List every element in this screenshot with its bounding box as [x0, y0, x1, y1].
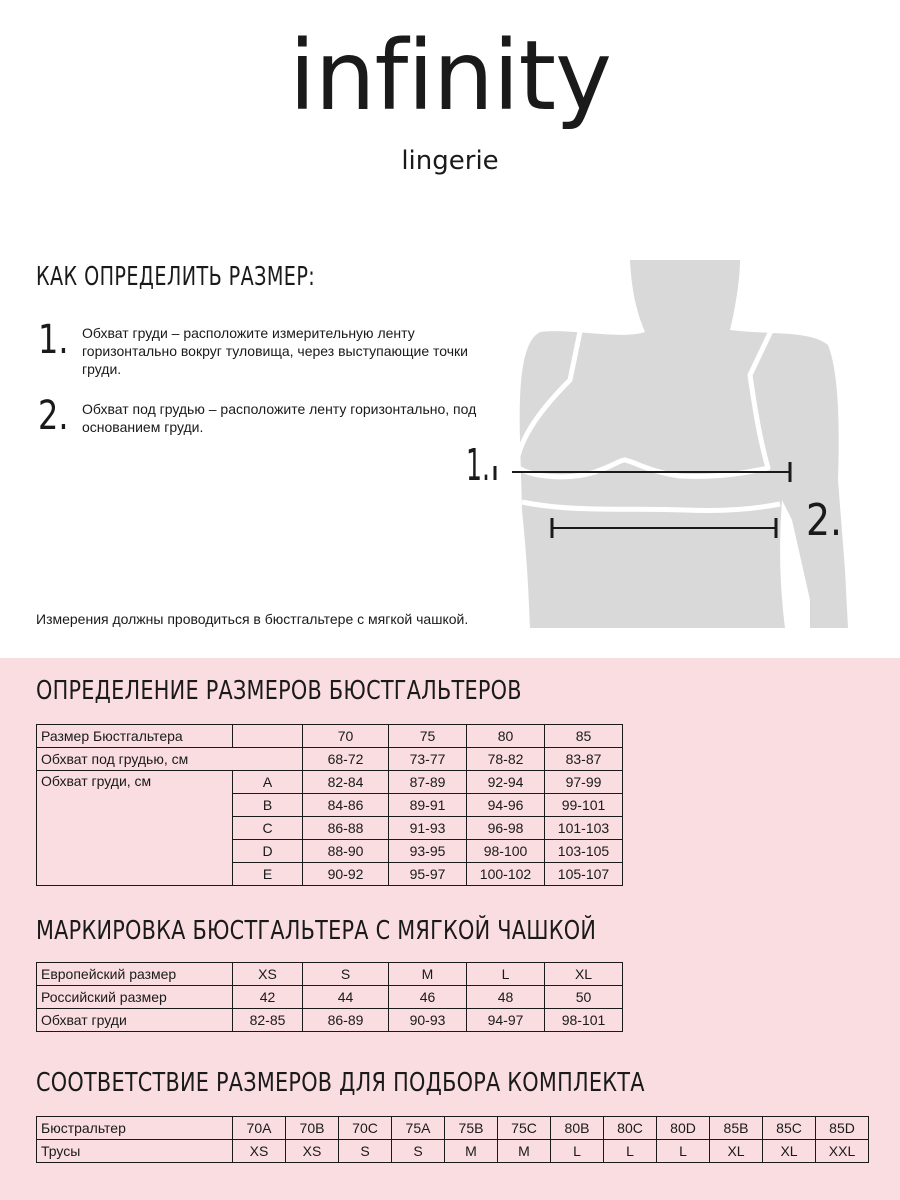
size-85: 85: [545, 725, 623, 748]
bust-value: 87-89: [389, 771, 467, 794]
matching-value: 70B: [286, 1117, 339, 1140]
matching-value: 75B: [445, 1117, 498, 1140]
marking-row-label: Европейский размер: [37, 963, 233, 986]
marking-value: 86-89: [303, 1009, 389, 1032]
matching-value: XL: [763, 1140, 816, 1163]
marking-value: 82-85: [233, 1009, 303, 1032]
underbust-value: 78-82: [467, 748, 545, 771]
matching-value: L: [604, 1140, 657, 1163]
bust-label: Обхват груди, см: [37, 771, 233, 886]
figure-label-1: 1.: [466, 440, 490, 491]
bust-value: 82-84: [303, 771, 389, 794]
bust-value: 100-102: [467, 863, 545, 886]
bust-value: 92-94: [467, 771, 545, 794]
header-label: Размер Бюстгальтера: [37, 725, 233, 748]
sizing-title: ОПРЕДЕЛЕНИЕ РАЗМЕРОВ БЮСТГАЛЬТЕРОВ: [36, 676, 522, 706]
matching-value: L: [551, 1140, 604, 1163]
marking-value: 42: [233, 986, 303, 1009]
bust-value: 88-90: [303, 840, 389, 863]
step-1-text: Обхват груди – расположите измерительную ленту горизонтально вокруг туловища, через выступающие точки груди.: [82, 325, 468, 377]
bust-value: 96-98: [467, 817, 545, 840]
figure-label-2: 2.: [806, 495, 842, 546]
matching-value: 75A: [392, 1117, 445, 1140]
matching-value: L: [657, 1140, 710, 1163]
bust-value: 91-93: [389, 817, 467, 840]
marking-value: 94-97: [467, 1009, 545, 1032]
bust-value: 97-99: [545, 771, 623, 794]
table-row: [37, 1117, 869, 1140]
marking-value: 50: [545, 986, 623, 1009]
matching-value: XS: [233, 1140, 286, 1163]
table-row: [37, 986, 623, 1009]
marking-value: 90-93: [389, 1009, 467, 1032]
torso-silhouette: [520, 260, 848, 628]
matching-row-label: Трусы: [37, 1140, 233, 1163]
step-2-text: Обхват под грудью – расположите ленту горизонтально, под основанием груди.: [82, 401, 477, 435]
bust-value: 101-103: [545, 817, 623, 840]
marking-row-label: Российский размер: [37, 986, 233, 1009]
size-75: 75: [389, 725, 467, 748]
matching-value: 85D: [816, 1117, 869, 1140]
bust-value: 94-96: [467, 794, 545, 817]
marking-row-label: Обхват груди: [37, 1009, 233, 1032]
marking-value: M: [389, 963, 467, 986]
matching-value: 80B: [551, 1117, 604, 1140]
table-row: [37, 963, 623, 986]
matching-row-label: Бюстральтер: [37, 1117, 233, 1140]
bra-size-table: [36, 724, 623, 886]
howto-title: КАК ОПРЕДЕЛИТЬ РАЗМЕР:: [36, 262, 316, 292]
measurement-note: Измерения должны проводиться в бюстгальтере с мягкой чашкой.: [36, 611, 469, 627]
matching-value: 70C: [339, 1117, 392, 1140]
bust-value: 89-91: [389, 794, 467, 817]
marking-value: XL: [545, 963, 623, 986]
marking-title: МАРКИРОВКА БЮСТГАЛЬТЕРА С МЯГКОЙ ЧАШКОЙ: [36, 916, 597, 946]
underbust-value: 68-72: [303, 748, 389, 771]
underbust-value: 83-87: [545, 748, 623, 771]
underbust-label: Обхват под грудью, см: [37, 748, 303, 771]
matching-value: XS: [286, 1140, 339, 1163]
table-row: [37, 725, 623, 748]
empty-cell: [233, 725, 303, 748]
matching-value: XXL: [816, 1140, 869, 1163]
matching-value: S: [392, 1140, 445, 1163]
marking-value: 48: [467, 986, 545, 1009]
matching-value: 75C: [498, 1117, 551, 1140]
marking-table: [36, 962, 623, 1032]
brand-logo: infinity: [289, 20, 611, 132]
matching-value: 80D: [657, 1117, 710, 1140]
matching-value: M: [498, 1140, 551, 1163]
step-1-number: 1.: [38, 317, 69, 363]
bust-value: 84-86: [303, 794, 389, 817]
size-80: 80: [467, 725, 545, 748]
matching-value: M: [445, 1140, 498, 1163]
marking-value: L: [467, 963, 545, 986]
matching-value: 85C: [763, 1117, 816, 1140]
cup-b: B: [233, 794, 303, 817]
table-row: [37, 771, 623, 794]
marking-value: 44: [303, 986, 389, 1009]
bust-value: 90-92: [303, 863, 389, 886]
marking-value: 98-101: [545, 1009, 623, 1032]
cup-d: D: [233, 840, 303, 863]
bust-value: 95-97: [389, 863, 467, 886]
size-70: 70: [303, 725, 389, 748]
step-2-number: 2.: [38, 393, 69, 439]
matching-value: 80C: [604, 1117, 657, 1140]
matching-value: 70A: [233, 1117, 286, 1140]
marking-value: 46: [389, 986, 467, 1009]
matching-value: S: [339, 1140, 392, 1163]
brand-subtitle: lingerie: [401, 146, 499, 176]
bust-value: 103-105: [545, 840, 623, 863]
marking-value: S: [303, 963, 389, 986]
table-row: [37, 1009, 623, 1032]
cup-a: A: [233, 771, 303, 794]
bust-value: 98-100: [467, 840, 545, 863]
matching-value: 85B: [710, 1117, 763, 1140]
torso-figure: [450, 240, 900, 660]
bust-value: 86-88: [303, 817, 389, 840]
marking-value: XS: [233, 963, 303, 986]
table-row: [37, 1140, 869, 1163]
bust-value: 93-95: [389, 840, 467, 863]
underbust-value: 73-77: [389, 748, 467, 771]
bust-value: 105-107: [545, 863, 623, 886]
matching-table: [36, 1116, 869, 1163]
table-row: [37, 748, 623, 771]
bust-value: 99-101: [545, 794, 623, 817]
cup-e: E: [233, 863, 303, 886]
cup-c: C: [233, 817, 303, 840]
matching-value: XL: [710, 1140, 763, 1163]
matching-title: СООТВЕТСТВИЕ РАЗМЕРОВ ДЛЯ ПОДБОРА КОМПЛЕКТА: [36, 1068, 645, 1098]
